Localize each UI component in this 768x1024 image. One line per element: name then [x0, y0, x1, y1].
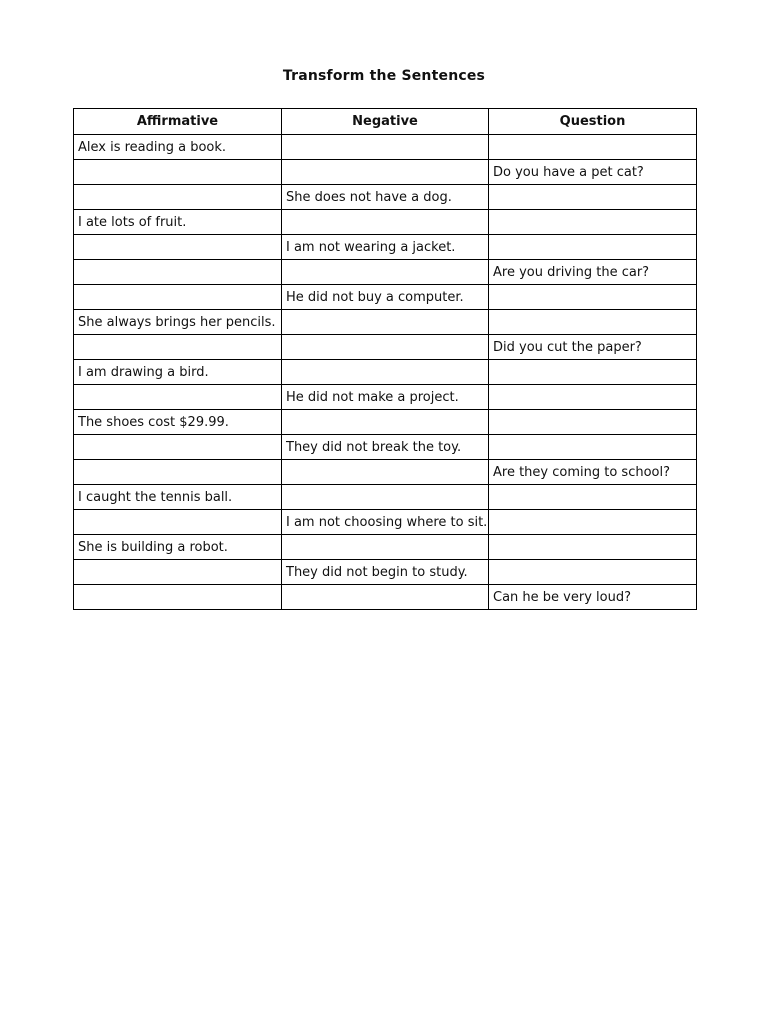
column-header-negative: Negative [282, 109, 489, 135]
negative-cell [282, 310, 489, 335]
column-header-question: Question [489, 109, 697, 135]
table-row [74, 260, 697, 285]
question-cell [489, 235, 697, 260]
table-row [74, 210, 697, 235]
affirmative-cell [74, 285, 282, 310]
affirmative-cell: The shoes cost $29.99. [74, 410, 282, 435]
affirmative-cell: She is building a robot. [74, 535, 282, 560]
affirmative-cell: I caught the tennis ball. [74, 485, 282, 510]
table-row [74, 285, 697, 310]
table-header [74, 109, 697, 135]
negative-cell: I am not choosing where to sit. [282, 510, 489, 535]
question-cell [489, 485, 697, 510]
table-row [74, 185, 697, 210]
table-row [74, 310, 697, 335]
question-cell [489, 410, 697, 435]
question-cell [489, 310, 697, 335]
table-row [74, 235, 697, 260]
question-cell: Can he be very loud? [489, 585, 697, 610]
negative-cell: I am not wearing a jacket. [282, 235, 489, 260]
table-row [74, 460, 697, 485]
negative-cell: He did not make a project. [282, 385, 489, 410]
negative-cell [282, 485, 489, 510]
question-cell [489, 360, 697, 385]
negative-cell: He did not buy a computer. [282, 285, 489, 310]
question-cell [489, 560, 697, 585]
header-row [74, 109, 697, 135]
affirmative-cell [74, 185, 282, 210]
question-cell: Did you cut the paper? [489, 335, 697, 360]
table-row [74, 335, 697, 360]
negative-cell [282, 135, 489, 160]
table-row [74, 510, 697, 535]
negative-cell [282, 410, 489, 435]
affirmative-cell: Alex is reading a book. [74, 135, 282, 160]
affirmative-cell [74, 260, 282, 285]
affirmative-cell: I am drawing a bird. [74, 360, 282, 385]
column-header-affirmative: Affirmative [74, 109, 282, 135]
table-row [74, 585, 697, 610]
table-row [74, 360, 697, 385]
question-cell [489, 185, 697, 210]
affirmative-cell [74, 335, 282, 360]
negative-cell [282, 260, 489, 285]
affirmative-cell: I ate lots of fruit. [74, 210, 282, 235]
question-cell [489, 435, 697, 460]
affirmative-cell [74, 510, 282, 535]
table-body [74, 135, 697, 610]
question-cell [489, 510, 697, 535]
negative-cell [282, 210, 489, 235]
question-cell: Are you driving the car? [489, 260, 697, 285]
affirmative-cell [74, 460, 282, 485]
negative-cell [282, 335, 489, 360]
affirmative-cell [74, 385, 282, 410]
question-cell [489, 285, 697, 310]
table-row [74, 385, 697, 410]
table-row [74, 160, 697, 185]
affirmative-cell [74, 435, 282, 460]
affirmative-cell [74, 585, 282, 610]
question-cell: Are they coming to school? [489, 460, 697, 485]
negative-cell [282, 585, 489, 610]
table-row [74, 135, 697, 160]
affirmative-cell [74, 160, 282, 185]
question-cell [489, 385, 697, 410]
table-row [74, 485, 697, 510]
question-cell [489, 135, 697, 160]
negative-cell: They did not break the toy. [282, 435, 489, 460]
table-row [74, 435, 697, 460]
negative-cell: She does not have a dog. [282, 185, 489, 210]
worksheet-title: Transform the Sentences [282, 68, 486, 84]
table-row [74, 560, 697, 585]
question-cell [489, 210, 697, 235]
negative-cell [282, 360, 489, 385]
question-cell: Do you have a pet cat? [489, 160, 697, 185]
negative-cell [282, 535, 489, 560]
affirmative-cell: She always brings her pencils. [74, 310, 282, 335]
affirmative-cell [74, 235, 282, 260]
table-row [74, 410, 697, 435]
affirmative-cell [74, 560, 282, 585]
table-row [74, 535, 697, 560]
negative-cell [282, 460, 489, 485]
question-cell [489, 535, 697, 560]
negative-cell [282, 160, 489, 185]
sentence-table [73, 108, 697, 610]
negative-cell: They did not begin to study. [282, 560, 489, 585]
